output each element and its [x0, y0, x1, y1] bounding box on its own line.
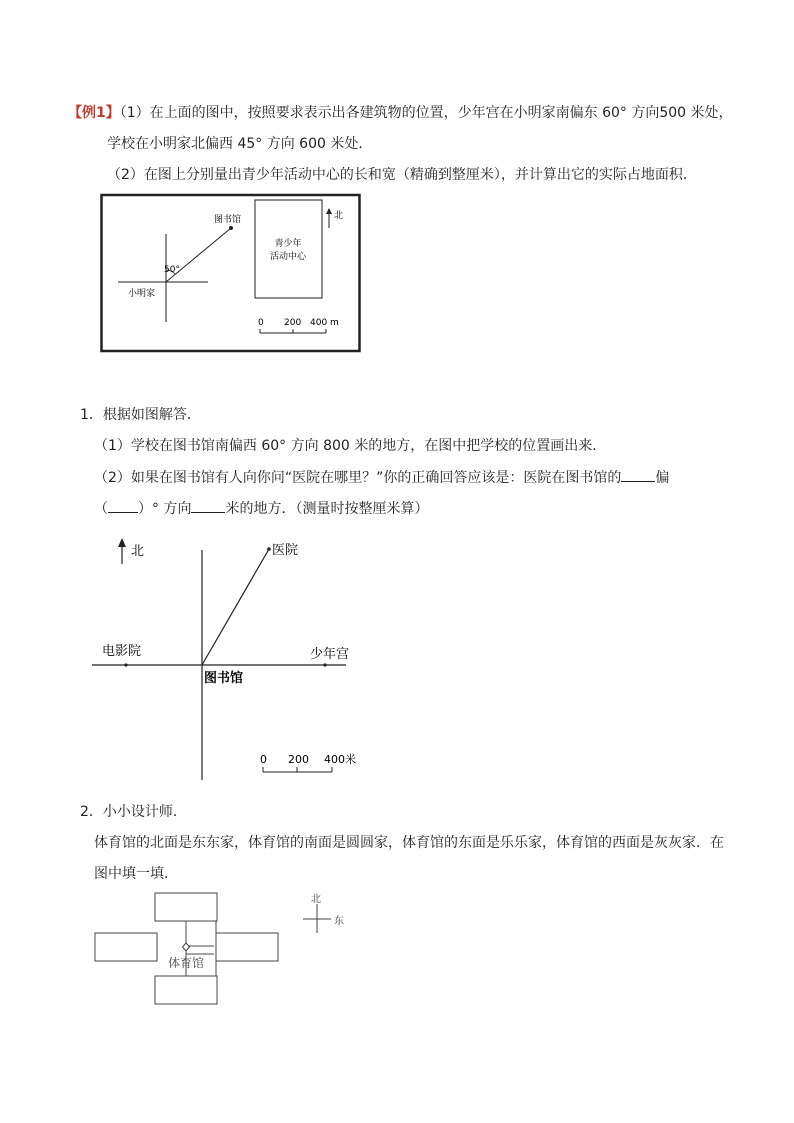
scale-0: 0	[258, 318, 264, 328]
compass-east-label: 东	[334, 916, 344, 927]
q1-p2a: （2）如果在图书馆有人向你问“医院在哪里？”你的正确回答应该是：医院在图书馆的	[94, 470, 622, 486]
example1-figure	[100, 192, 362, 354]
example1-p1a: （1）在上面的图中，按照要求表示出各建筑物的位置，少年宫在小明家南偏东 60° 方向500 米处，	[119, 105, 733, 121]
cinema-point	[124, 663, 127, 666]
q1-p3b: ）° 方向	[138, 501, 192, 517]
distance-blank[interactable]	[191, 498, 225, 513]
youth-palace-label: 少年宫	[310, 647, 350, 662]
q1-line3	[94, 498, 428, 519]
example1-p2: （2）在图上分别量出青少年活动中心的长和宽（精确到整厘米），并计算出它的实际占地面积．	[107, 167, 697, 183]
south-house-box[interactable]	[155, 976, 217, 1004]
cinema-label: 电影院	[102, 644, 142, 659]
direction-blank[interactable]	[621, 467, 655, 482]
example1-line1	[68, 103, 733, 123]
scale-400: 400米	[324, 753, 356, 766]
west-house-box[interactable]	[95, 933, 157, 961]
hospital-ray	[202, 549, 269, 665]
scale-200: 200	[284, 318, 302, 328]
gym-point-icon	[183, 943, 190, 951]
library-point	[229, 226, 233, 230]
degree-blank[interactable]	[108, 498, 138, 513]
library-label: 图书馆	[204, 671, 244, 686]
center-label-2: 活动中心	[269, 252, 307, 262]
north-label: 北	[131, 544, 145, 559]
q1-p3a: （	[94, 501, 108, 517]
north-house-box[interactable]	[155, 893, 217, 921]
scale-200: 200	[288, 753, 309, 766]
q1-p2b: 偏	[655, 470, 670, 486]
angle-label: 50°	[164, 265, 180, 275]
center-label-1: 青少年	[274, 239, 302, 249]
scale-400: 400 m	[310, 318, 339, 328]
q1-figure	[88, 530, 368, 782]
hospital-point	[267, 547, 271, 551]
east-house-box[interactable]	[216, 933, 278, 961]
north-arrow-icon	[118, 538, 126, 547]
q2-p2: 图中填一填．	[94, 866, 178, 882]
hospital-label: 医院	[272, 543, 299, 558]
home-label: 小明家	[128, 289, 156, 299]
scale-0: 0	[260, 753, 267, 766]
north-label: 北	[334, 211, 344, 221]
youth-palace-point	[323, 663, 326, 666]
library-label: 图书馆	[214, 215, 242, 225]
q2-title: 2．小小设计师．	[80, 804, 187, 820]
example1-tag: 【例1】	[68, 105, 120, 121]
compass-north-label: 北	[311, 894, 321, 905]
example1-p1b: 学校在小明家北偏西 45° 方向 600 米处．	[107, 136, 373, 152]
q1-p3c: 米的地方．（测量时按整厘米算）	[225, 501, 429, 517]
q1-p1: （1）学校在图书馆南偏西 60° 方向 800 米的地方，在图中把学校的位置画出来．	[94, 438, 607, 454]
q2-p1: 体育馆的北面是东东家，体育馆的南面是圆圆家，体育馆的东面是乐乐家，体育馆的西面是灰灰家．在	[94, 835, 724, 851]
q1-title: 1．根据如图解答．	[80, 407, 201, 423]
q2-figure	[90, 888, 360, 1010]
gym-label: 体育馆	[167, 956, 205, 970]
q1-line2	[94, 467, 669, 488]
